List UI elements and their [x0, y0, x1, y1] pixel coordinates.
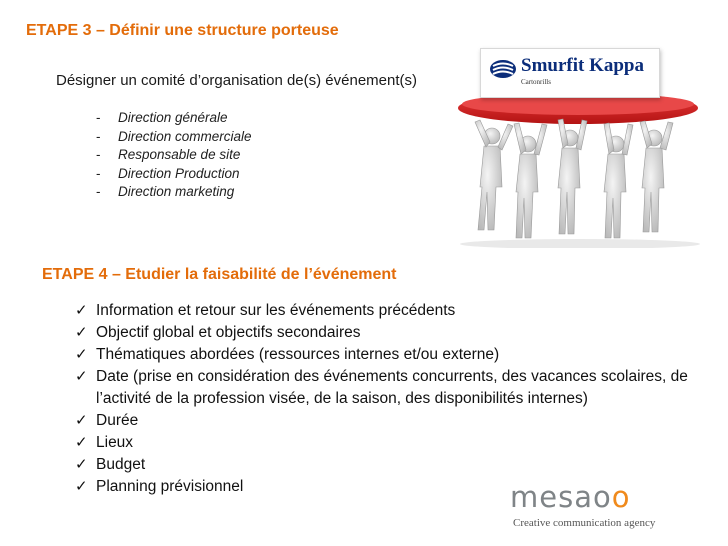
smurfit-kappa-name: Smurfit Kappa	[521, 55, 644, 76]
list-item: ✓ Thématiques abordées (ressources internes et/ou externe)	[75, 344, 715, 366]
checkmark-icon: ✓	[75, 412, 88, 429]
list-item: ✓ Budget	[75, 454, 715, 476]
checkmark-icon: ✓	[75, 478, 88, 495]
smurfit-kappa-mark-icon	[489, 59, 517, 79]
dash-bullet: -	[96, 184, 101, 199]
mesaoo-logo-word	[510, 480, 630, 514]
checkmark-icon: ✓	[75, 368, 88, 385]
step3-intro: Désigner un comité d’organisation de(s) événement(s)	[56, 72, 418, 89]
list-item: ✓ Date (prise en considération des événements concurrents, des vacances scolaires, de l’activité de la profession visée, de la saison, des disponibilités internes)	[75, 368, 688, 407]
step3-list	[96, 109, 252, 202]
step3-title: ETAPE 3 – Définir une structure porteuse	[26, 22, 339, 39]
step4-list	[75, 300, 715, 498]
list-item: - Direction générale	[96, 109, 252, 128]
list-item: - Direction marketing	[96, 183, 252, 202]
dash-bullet: -	[96, 147, 101, 162]
list-item: ✓ Lieux	[75, 432, 715, 454]
mesaoo-logo-text: mesaoo	[510, 480, 631, 514]
list-item: - Responsable de site	[96, 146, 252, 165]
list-item: - Direction Production	[96, 165, 252, 184]
list-item: - Direction commerciale	[96, 128, 252, 147]
dash-bullet: -	[96, 110, 101, 125]
list-item: ✓ Durée	[75, 410, 715, 432]
checkmark-icon: ✓	[75, 302, 88, 319]
checkmark-icon: ✓	[75, 346, 88, 363]
mesaoo-tagline: Creative communication agency	[513, 517, 656, 529]
checkmark-icon: ✓	[75, 324, 88, 341]
list-item: ✓ Information et retour sur les événements précédents	[75, 300, 715, 322]
team-holding-table-illustration	[430, 92, 728, 248]
checkmark-icon: ✓	[75, 434, 88, 451]
list-item: ✓ Planning prévisionnel	[75, 476, 715, 498]
smurfit-kappa-logo	[480, 48, 660, 98]
smurfit-kappa-subtitle: Cartonrills	[521, 78, 551, 86]
list-item: ✓ Objectif global et objectifs secondaires	[75, 322, 715, 344]
checkmark-icon: ✓	[75, 456, 88, 473]
dash-bullet: -	[96, 128, 101, 144]
dash-bullet: -	[96, 165, 101, 181]
step4-title: ETAPE 4 – Etudier la faisabilité de l’événement	[42, 266, 397, 283]
